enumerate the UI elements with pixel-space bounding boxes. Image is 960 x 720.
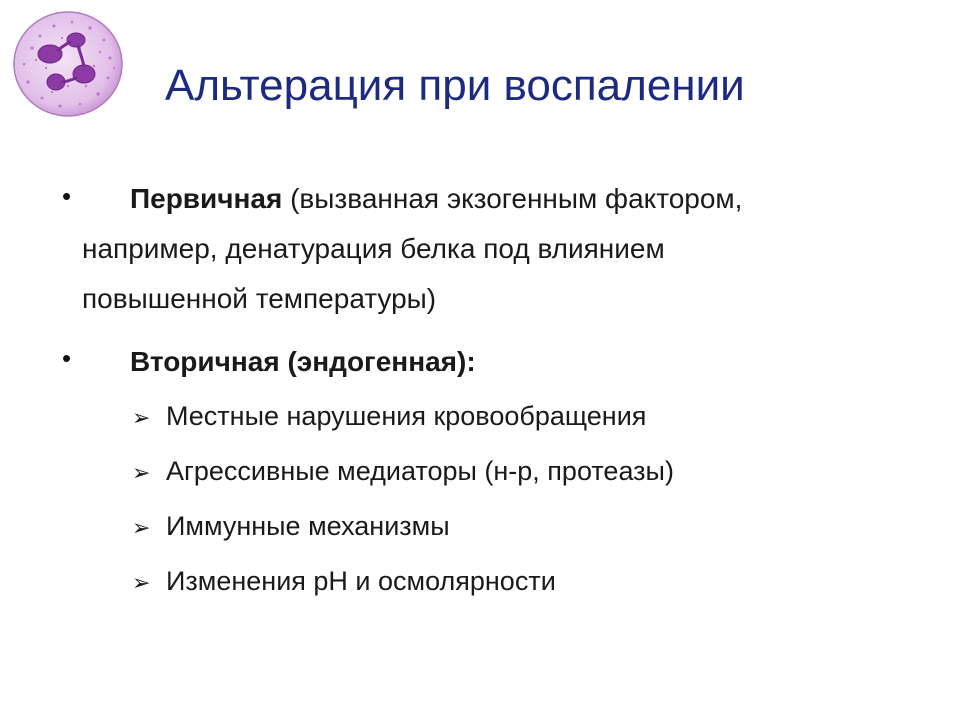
list-item-text: Иммунные механизмы <box>166 511 450 541</box>
list-item <box>132 400 646 432</box>
primary-alteration-heading <box>130 182 742 216</box>
arrow-bullet-icon: ➢ <box>132 570 151 595</box>
list-item-text: Изменения рН и осмолярности <box>166 566 556 596</box>
list-item-text: Местные нарушения кровообращения <box>166 401 647 431</box>
list-item <box>132 510 450 542</box>
primary-description-line2: например, денатурация белка под влиянием <box>82 233 665 264</box>
secondary-alteration-heading: Вторичная (эндогенная): <box>130 346 476 377</box>
primary-label: Первичная <box>130 183 283 214</box>
arrow-bullet-icon: ➢ <box>132 515 151 540</box>
arrow-bullet-icon: ➢ <box>132 460 151 485</box>
list-item-text: Агрессивные медиаторы (н-р, протеазы) <box>166 456 674 486</box>
primary-description-line3: повышенной температуры) <box>82 283 437 314</box>
bullet-dot: • <box>62 343 72 373</box>
primary-description-line1: (вызванная экзогенным фактором, <box>290 183 743 214</box>
bullet-dot: • <box>62 181 72 211</box>
list-item <box>132 455 674 487</box>
list-item <box>132 565 556 597</box>
arrow-bullet-icon: ➢ <box>132 405 151 430</box>
slide-title: Альтерация при воспалении <box>165 61 745 110</box>
neutrophil-cell-illustration <box>10 8 128 120</box>
